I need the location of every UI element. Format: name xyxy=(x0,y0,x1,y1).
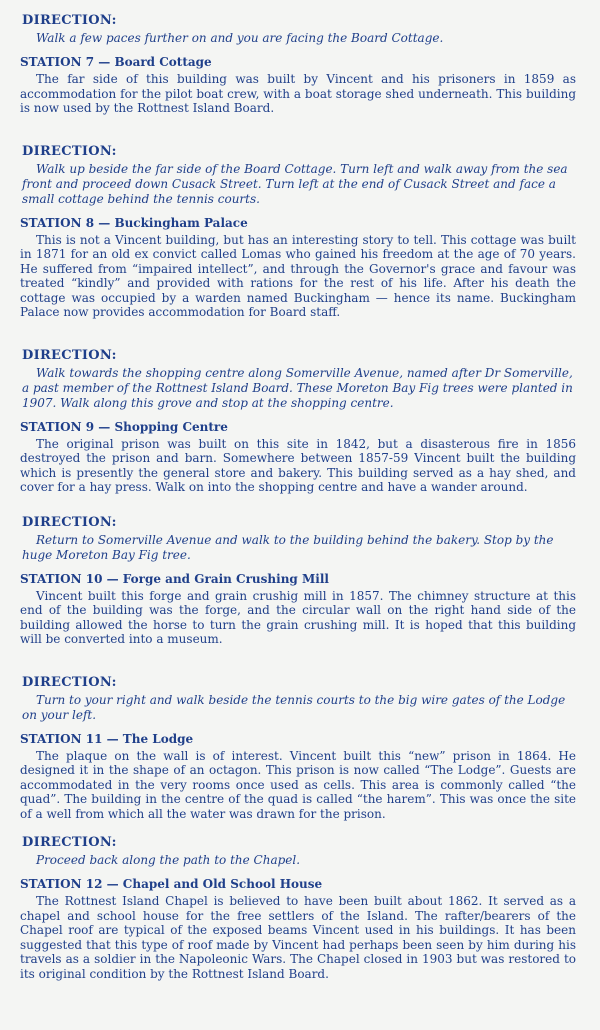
station-description: This is not a Vincent building, but has an interesting story to tell. This cottage was built in 1871 for an old ex convict called Lomas who gained his freedom at the age of 70 years. He suffered from “impaired intellect”, and through the Governor's grace and favour was treated “kindly” and provided with rations for the rest of his life. After his death the cottage was occupied by a warden named Buckingham — hence its name. Buckingham Palace now provides accommodation for Board staff. xyxy=(20,232,576,319)
station-heading: STATION 8 — Buckingham Palace xyxy=(20,215,248,230)
direction-heading: DIRECTION: xyxy=(22,514,117,530)
direction-heading: DIRECTION: xyxy=(22,143,117,159)
direction-text: Walk up beside the far side of the Board Cottage. Turn left and walk away from the sea front and proceed down Cusack Street. Turn left at the end of Cusack Street and face a small cottage behind the tennis courts. xyxy=(22,161,568,206)
direction-heading: DIRECTION: xyxy=(22,13,117,28)
direction-text: Walk towards the shopping centre along Somerville Avenue, named after Dr Somerville, a past member of the Rottnest Island Board. These Moreton Bay Fig trees were planted in 1907. Walk along this grove and stop at the shopping centre. xyxy=(22,365,573,410)
direction-heading: DIRECTION: xyxy=(22,347,117,363)
direction-text: Turn to your right and walk beside the tennis courts to the big wire gates of the Lodge on your left. xyxy=(22,692,566,722)
station-description: The plaque on the wall is of interest. Vincent built this “new” prison in 1864. He designed it in the shape of an octagon. This prison is now called “The Lodge”. Guests are accommodated in the very rooms once used as cells. This area is commonly called “the quad”. The building in the centre of the quad is called “the harem”. This was once the site of a well from which all the water was drawn for the prison. xyxy=(20,748,576,821)
section-station-7 xyxy=(18,13,582,116)
station-description: The Rottnest Island Chapel is believed to have been built about 1862. It served as a chapel and school house for the free settlers of the Island. The rafter/bearers of the Chapel roof are typical of the exposed beams Vincent used in his buildings. It has been suggested that this type of roof made by Vincent had perhaps been seen by him during his travels as a soldier in the Napoleonic Wars. The Chapel closed in 1903 but was restored to its original condition by the Rottnest Island Board. xyxy=(20,894,576,981)
direction-heading: DIRECTION: xyxy=(22,674,117,690)
station-heading: STATION 7 — Board Cottage xyxy=(20,55,212,69)
direction-text: Proceed back along the path to the Chapel. xyxy=(36,853,301,867)
section-station-8 xyxy=(18,144,582,320)
section-station-11 xyxy=(18,675,582,822)
station-description: The original prison was built on this site in 1842, but a disasterous fire in 1856 destroyed the prison and barn. Somewhere between 1857-59 Vincent built the building which is presently the general store and bakery. This building served as a hay shed, and cover for a hay press. Walk on into the shopping centre and have a wander around. xyxy=(20,436,576,494)
spacer xyxy=(18,320,582,348)
spacer xyxy=(18,647,582,675)
spacer xyxy=(18,495,582,515)
direction-heading: DIRECTION: xyxy=(22,835,117,850)
station-heading: STATION 12 — Chapel and Old School House xyxy=(20,877,323,891)
direction-text: Return to Somerville Avenue and walk to the building behind the bakery. Stop by the huge Moreton Bay Fig tree. xyxy=(22,532,554,562)
station-heading: STATION 9 — Shopping Centre xyxy=(20,419,228,434)
section-station-12 xyxy=(18,835,582,981)
spacer xyxy=(18,821,582,835)
section-station-9 xyxy=(18,348,582,495)
section-station-10 xyxy=(18,515,582,647)
spacer xyxy=(18,116,582,144)
station-heading: STATION 10 — Forge and Grain Crushing Mill xyxy=(20,571,329,586)
direction-text: Walk a few paces further on and you are facing the Board Cottage. xyxy=(36,31,444,45)
station-description: The far side of this building was built by Vincent and his prisoners in 1859 as accommodation for the pilot boat crew, with a boat storage shed underneath. This building is now used by the Rottnest Island Board. xyxy=(20,72,576,115)
station-description: Vincent built this forge and grain crushig mill in 1857. The chimney structure at this end of the building was the forge, and the circular wall on the right hand side of the building allowed the horse to turn the grain crushing mill. It is hoped that this building will be converted into a museum. xyxy=(20,588,576,646)
station-heading: STATION 11 — The Lodge xyxy=(20,731,194,746)
